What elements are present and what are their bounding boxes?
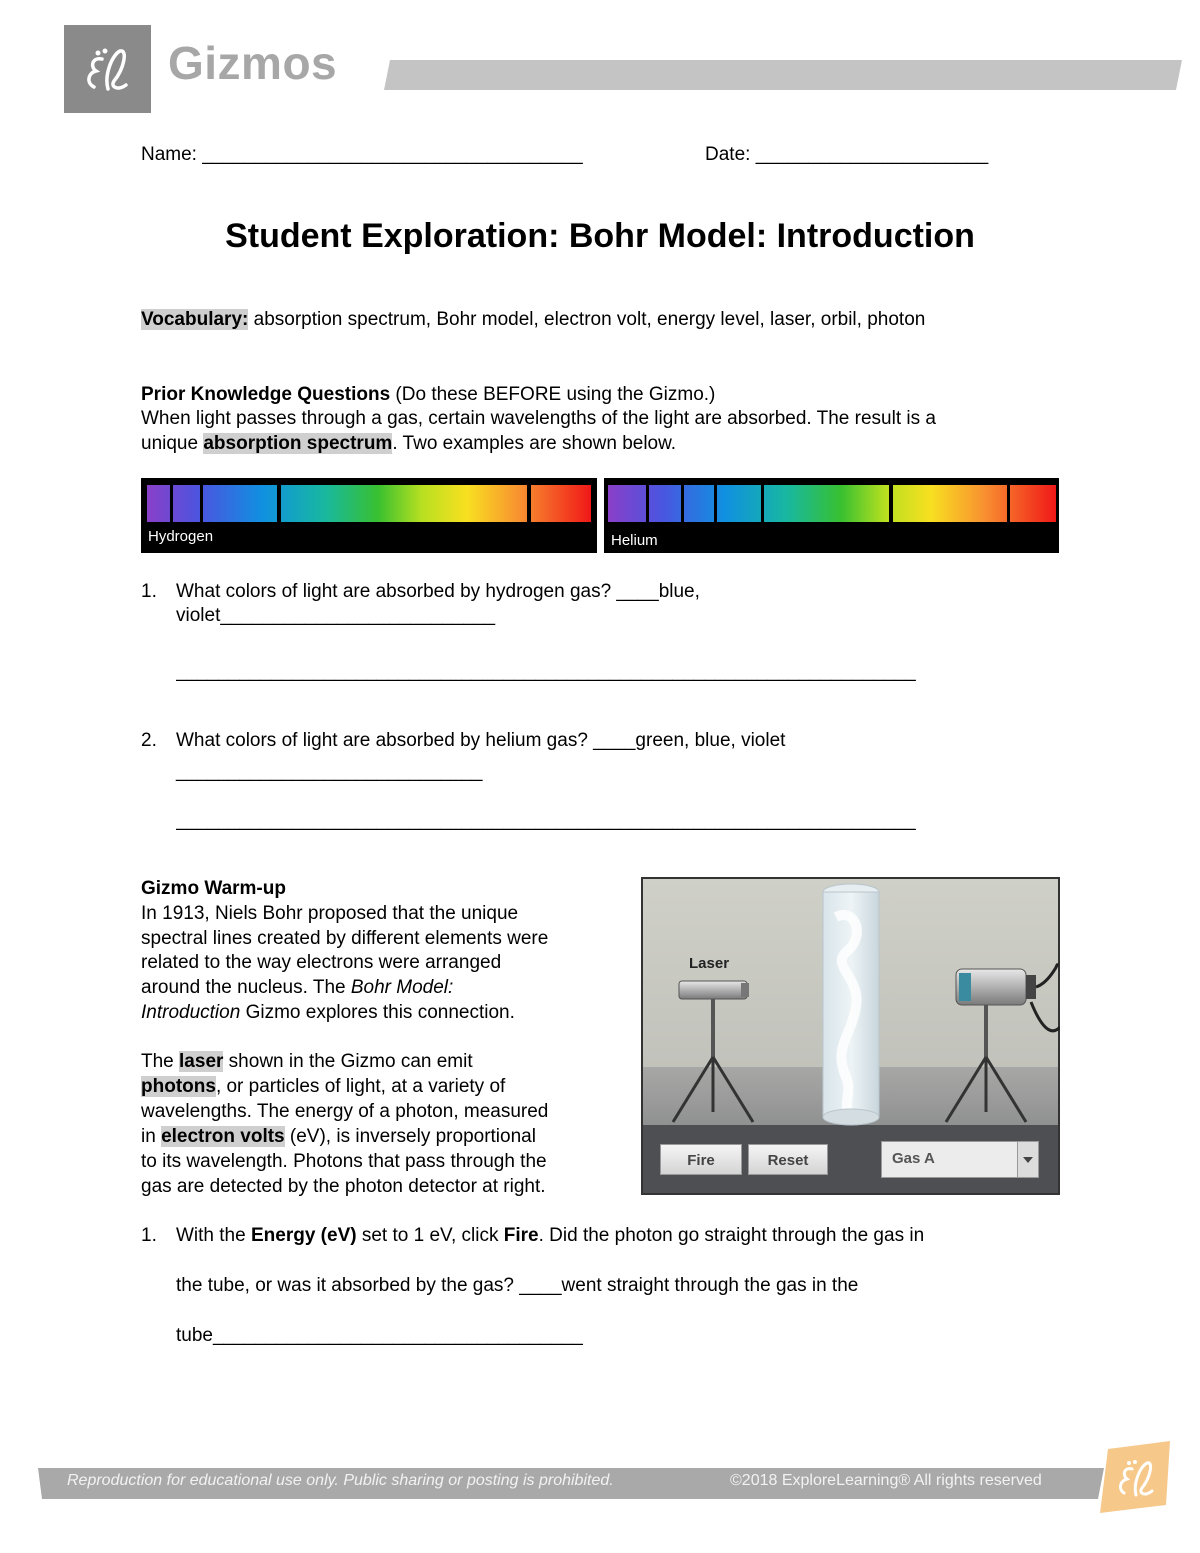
el-logo-icon <box>64 25 151 113</box>
prior-knowledge-note: (Do these BEFORE using the Gizmo.) <box>390 384 716 405</box>
question-1-number: 1. <box>141 581 157 602</box>
wq-mid: set to 1 eV, click <box>356 1225 504 1246</box>
warmup-p2-line1-end: shown in the Gizmo can emit <box>223 1051 473 1072</box>
warmup-p2-line3: wavelengths. The energy of a photon, measured <box>141 1101 549 1122</box>
prior-knowledge-intro-2 <box>141 432 676 456</box>
warmup-p2-line6: gas are detected by the photon detector at right. <box>141 1176 546 1197</box>
helium-label: Helium <box>611 532 658 549</box>
header-bar <box>384 60 1182 90</box>
chevron-down-icon[interactable] <box>1017 1142 1038 1177</box>
question-1-blank[interactable]: ______________________________________________________________________ <box>176 661 916 682</box>
name-field-label: Name: ____________________________________ <box>141 144 583 165</box>
el-logo-icon <box>1100 1441 1174 1513</box>
warmup-p1-line4 <box>141 976 453 1000</box>
footer-copyright: ©2018 ExploreLearning® All rights reserved <box>730 1472 1042 1489</box>
question-2-answer[interactable]: _____________________________ <box>176 761 483 782</box>
energy-term: Energy (eV) <box>250 1225 357 1246</box>
fire-term: Fire <box>503 1225 539 1246</box>
fire-button[interactable]: Fire <box>660 1144 742 1175</box>
warmup-question-line2[interactable]: the tube, or was it absorbed by the gas? ____went straight through the gas in the <box>176 1275 859 1296</box>
warmup-p1-line4-text: around the nucleus. The <box>141 977 351 998</box>
absorption-spectrum-term: absorption spectrum <box>203 433 393 454</box>
vocabulary-label: Vocabulary: <box>141 309 249 330</box>
reset-button[interactable]: Reset <box>748 1144 828 1175</box>
gas-select[interactable] <box>881 1141 1039 1178</box>
page-title: Student Exploration: Bohr Model: Introduction <box>225 217 975 255</box>
gizmo-name-part1: Bohr Model: <box>350 977 454 998</box>
warmup-p1-end: Gizmo explores this connection. <box>240 1002 515 1023</box>
laser-term: laser <box>179 1051 224 1072</box>
hydrogen-label: Hydrogen <box>148 528 214 545</box>
hydrogen-spectrum <box>141 478 597 553</box>
prior-knowledge-heading <box>141 383 715 407</box>
warmup-p2-line2-end: , or particles of light, at a variety of <box>215 1076 506 1097</box>
intro-text-start: unique <box>141 433 204 454</box>
question-2-number: 2. <box>141 730 157 751</box>
warmup-p2-start: The <box>141 1051 180 1072</box>
gizmo-name-part2: Introduction <box>141 1002 241 1023</box>
question-1-answer[interactable]: violet__________________________ <box>176 605 496 626</box>
warmup-p2-line4 <box>141 1125 536 1149</box>
question-2-blank[interactable]: ______________________________________________________________________ <box>176 810 916 831</box>
date-field-label: Date: ______________________ <box>705 144 989 165</box>
wq-start: With the <box>176 1225 251 1246</box>
helium-spectrum <box>604 478 1059 553</box>
prior-knowledge-title: Prior Knowledge Questions <box>141 384 391 405</box>
warmup-p2-line1 <box>141 1050 473 1074</box>
warmup-question-line1 <box>176 1224 924 1248</box>
gas-select-value: Gas A <box>892 1150 935 1167</box>
warmup-heading: Gizmo Warm-up <box>141 878 286 899</box>
warmup-p2-line2 <box>141 1075 505 1099</box>
warmup-question-line3[interactable]: tube___________________________________ <box>176 1325 583 1346</box>
electron-volts-term: electron volts <box>161 1126 285 1147</box>
warmup-p1-line2: spectral lines created by different elements were <box>141 928 549 949</box>
laser-label: Laser <box>689 955 730 972</box>
warmup-p2-line5: to its wavelength. Photons that pass through the <box>141 1151 547 1172</box>
brand-title: Gizmos <box>168 37 338 89</box>
warmup-question-number: 1. <box>141 1225 157 1246</box>
vocabulary-line <box>141 308 925 332</box>
intro-text-end: . Two examples are shown below. <box>392 433 677 454</box>
question-2-text: What colors of light are absorbed by helium gas? ____green, blue, violet <box>176 730 786 751</box>
warmup-p1-line1: In 1913, Niels Bohr proposed that the unique <box>141 903 519 924</box>
gizmo-screenshot <box>641 877 1060 1195</box>
prior-knowledge-intro-1: When light passes through a gas, certain wavelengths of the light are absorbed. The result is a <box>141 408 936 429</box>
footer-disclaimer: Reproduction for educational use only. Public sharing or posting is prohibited. <box>67 1472 614 1489</box>
photons-term: photons <box>141 1076 216 1097</box>
warmup-p1-line3: related to the way electrons were arranged <box>141 952 502 973</box>
warmup-p2-line4-end: (eV), is inversely proportional <box>284 1126 536 1147</box>
vocabulary-terms: absorption spectrum, Bohr model, electron volt, energy level, laser, orbil, photon <box>248 309 926 330</box>
warmup-p1-line5 <box>141 1001 515 1025</box>
warmup-p2-line4-start: in <box>141 1126 162 1147</box>
wq-end: . Did the photon go straight through the gas in <box>538 1225 925 1246</box>
question-1-text: What colors of light are absorbed by hydrogen gas? ____blue, <box>176 581 700 602</box>
